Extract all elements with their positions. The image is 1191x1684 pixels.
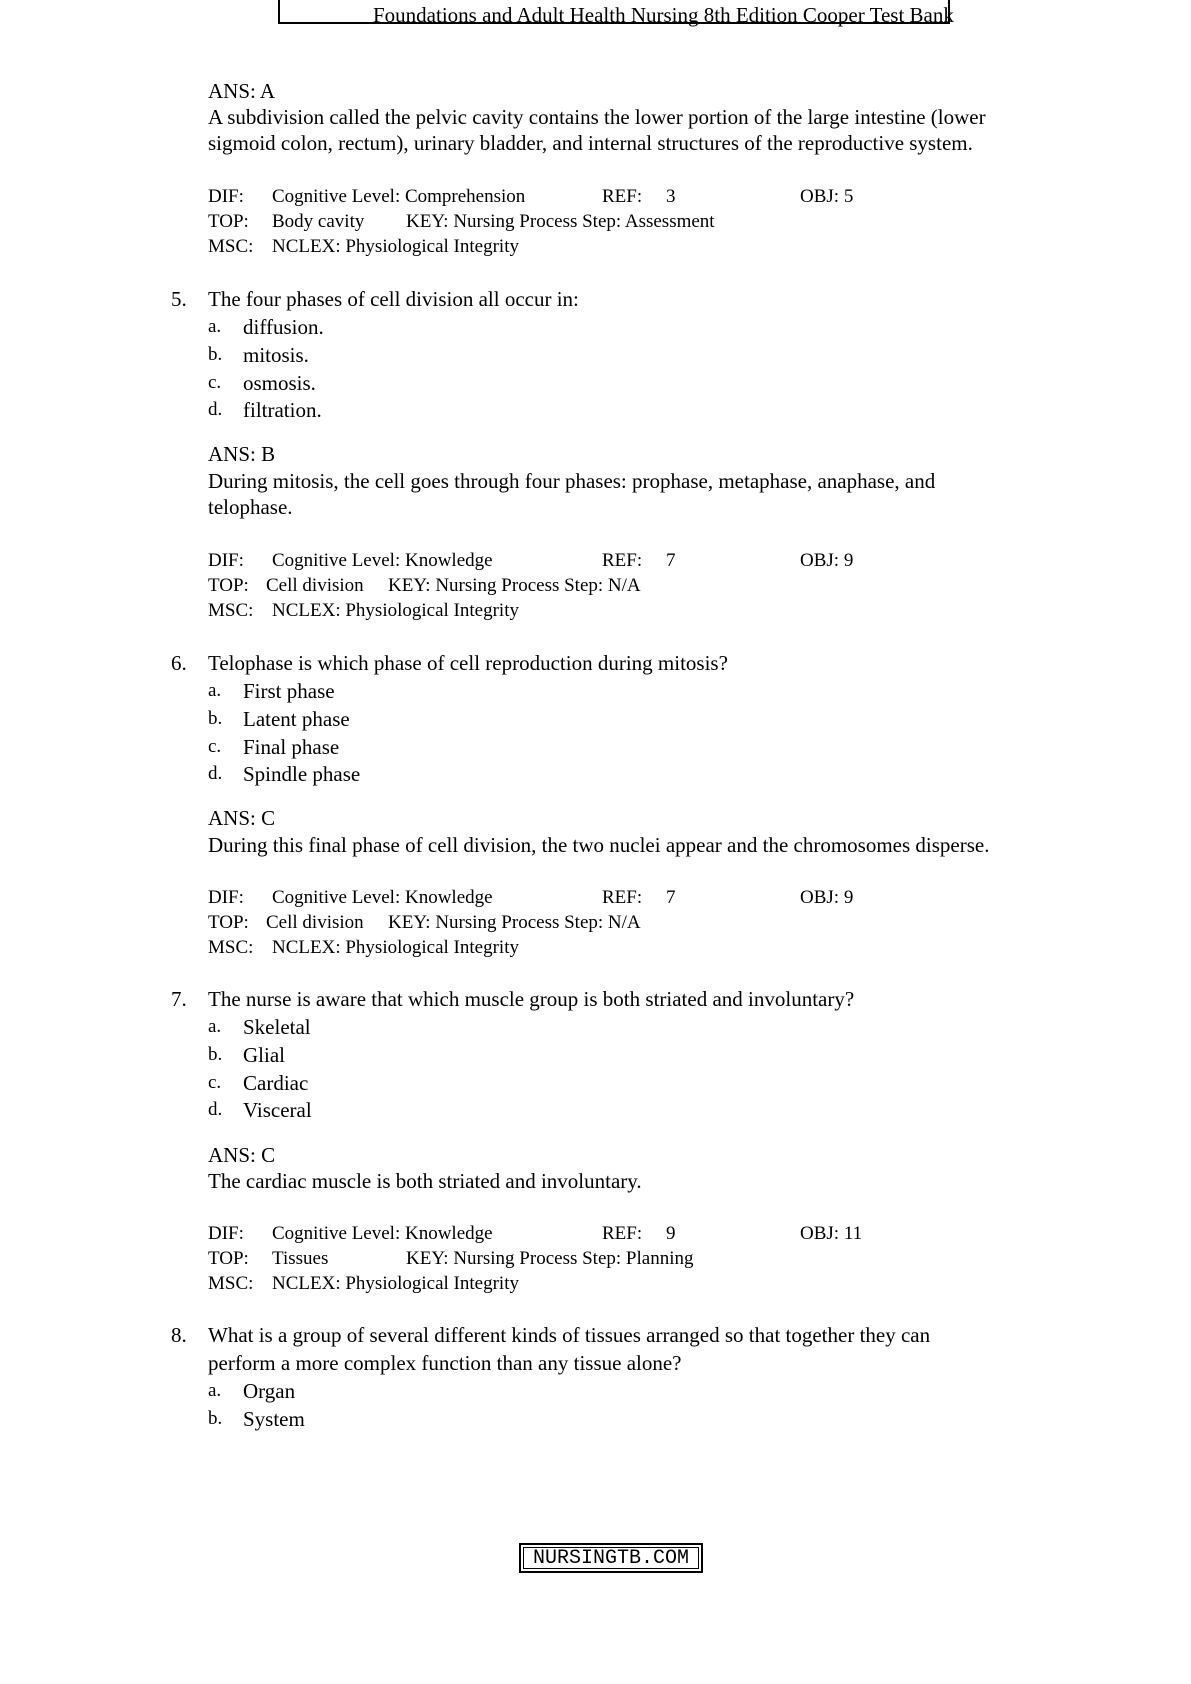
question-number: 7.	[171, 987, 187, 1011]
option-text: Cardiac	[243, 1071, 309, 1095]
question-text: The nurse is aware that which muscle group is both striated and involuntary?	[208, 987, 855, 1011]
answer-key: ANS: C	[208, 1143, 276, 1167]
ref-label: REF:	[602, 186, 643, 207]
answer-key: ANS: A	[208, 79, 276, 103]
answer-key: ANS: C	[208, 806, 276, 830]
dif-value: Cognitive Level: Knowledge	[272, 887, 493, 908]
msc-value: NCLEX: Physiological Integrity	[272, 1273, 519, 1294]
option-letter: d.	[208, 763, 223, 784]
ref-value: 7	[666, 887, 676, 908]
msc-label: MSC:	[208, 236, 254, 257]
dif-label: DIF:	[208, 186, 244, 207]
option-text: Final phase	[243, 735, 340, 759]
dif-value: Cognitive Level: Knowledge	[272, 550, 493, 571]
option-letter: d.	[208, 1099, 223, 1120]
option-letter: c.	[208, 1072, 222, 1093]
option-letter: b.	[208, 708, 223, 729]
key-value: KEY: Nursing Process Step: Assessment	[406, 211, 715, 232]
ref-label: REF:	[602, 550, 643, 571]
obj-value: OBJ: 11	[800, 1223, 863, 1244]
obj-value: OBJ: 9	[800, 550, 854, 571]
option-letter: c.	[208, 372, 222, 393]
top-value: Cell division	[266, 912, 364, 933]
option-text: Spindle phase	[243, 762, 361, 786]
obj-value: OBJ: 9	[800, 887, 854, 908]
option-letter: a.	[208, 316, 222, 337]
option-letter: d.	[208, 399, 223, 420]
question-number: 8.	[171, 1323, 187, 1347]
option-text: filtration.	[243, 398, 322, 422]
option-text: diffusion.	[243, 315, 324, 339]
watermark-box	[519, 1543, 703, 1573]
ref-value: 7	[666, 550, 676, 571]
ref-value: 3	[666, 186, 676, 207]
top-label: TOP:	[208, 211, 249, 232]
top-label: TOP:	[208, 575, 249, 596]
option-text: System	[243, 1407, 305, 1431]
top-value: Cell division	[266, 575, 364, 596]
top-value: Tissues	[272, 1248, 329, 1269]
msc-value: NCLEX: Physiological Integrity	[272, 600, 519, 621]
top-label: TOP:	[208, 1248, 249, 1269]
option-text: Glial	[243, 1043, 285, 1067]
key-value: KEY: Nursing Process Step: N/A	[388, 912, 641, 933]
option-text: First phase	[243, 679, 335, 703]
dif-label: DIF:	[208, 550, 244, 571]
msc-value: NCLEX: Physiological Integrity	[272, 236, 519, 257]
option-letter: b.	[208, 1408, 223, 1429]
option-letter: a.	[208, 1016, 222, 1037]
key-value: KEY: Nursing Process Step: N/A	[388, 575, 641, 596]
option-letter: a.	[208, 680, 222, 701]
key-value: KEY: Nursing Process Step: Planning	[406, 1248, 694, 1269]
top-value: Body cavity	[272, 211, 365, 232]
dif-label: DIF:	[208, 1223, 244, 1244]
top-label: TOP:	[208, 912, 249, 933]
header-title: Foundations and Adult Health Nursing 8th Edition Cooper Test Bank	[373, 3, 954, 27]
ref-label: REF:	[602, 887, 643, 908]
rationale-line: The cardiac muscle is both striated and involuntary.	[208, 1169, 642, 1193]
rationale-line: During this final phase of cell division, the two nuclei appear and the chromosomes disperse.	[208, 833, 990, 857]
option-text: osmosis.	[243, 371, 316, 395]
option-letter: a.	[208, 1380, 222, 1401]
question-text: The four phases of cell division all occur in:	[208, 287, 579, 311]
question-number: 6.	[171, 651, 187, 675]
rationale-line: telophase.	[208, 495, 293, 519]
rationale-line: sigmoid colon, rectum), urinary bladder, and internal structures of the reproductive system.	[208, 131, 973, 155]
option-letter: b.	[208, 344, 223, 365]
option-text: Latent phase	[243, 707, 350, 731]
question-text: Telophase is which phase of cell reproduction during mitosis?	[208, 651, 728, 675]
watermark-text: NURSINGTB.COM	[532, 1547, 690, 1570]
msc-label: MSC:	[208, 937, 254, 958]
option-letter: c.	[208, 736, 222, 757]
msc-value: NCLEX: Physiological Integrity	[272, 937, 519, 958]
msc-label: MSC:	[208, 1273, 254, 1294]
answer-key: ANS: B	[208, 442, 276, 466]
question-text: What is a group of several different kinds of tissues arranged so that together they can	[208, 1323, 931, 1347]
dif-value: Cognitive Level: Comprehension	[272, 186, 526, 207]
ref-value: 9	[666, 1223, 676, 1244]
rationale-line: During mitosis, the cell goes through four phases: prophase, metaphase, anaphase, and	[208, 469, 936, 493]
ref-label: REF:	[602, 1223, 643, 1244]
option-letter: b.	[208, 1044, 223, 1065]
option-text: Visceral	[243, 1098, 312, 1122]
obj-value: OBJ: 5	[800, 186, 854, 207]
option-text: Skeletal	[243, 1015, 311, 1039]
rationale-line: A subdivision called the pelvic cavity contains the lower portion of the large intestine (lower	[208, 105, 986, 129]
msc-label: MSC:	[208, 600, 254, 621]
question-number: 5.	[171, 287, 187, 311]
question-text: perform a more complex function than any tissue alone?	[208, 1351, 682, 1375]
dif-label: DIF:	[208, 887, 244, 908]
dif-value: Cognitive Level: Knowledge	[272, 1223, 493, 1244]
option-text: mitosis.	[243, 343, 309, 367]
option-text: Organ	[243, 1379, 296, 1403]
